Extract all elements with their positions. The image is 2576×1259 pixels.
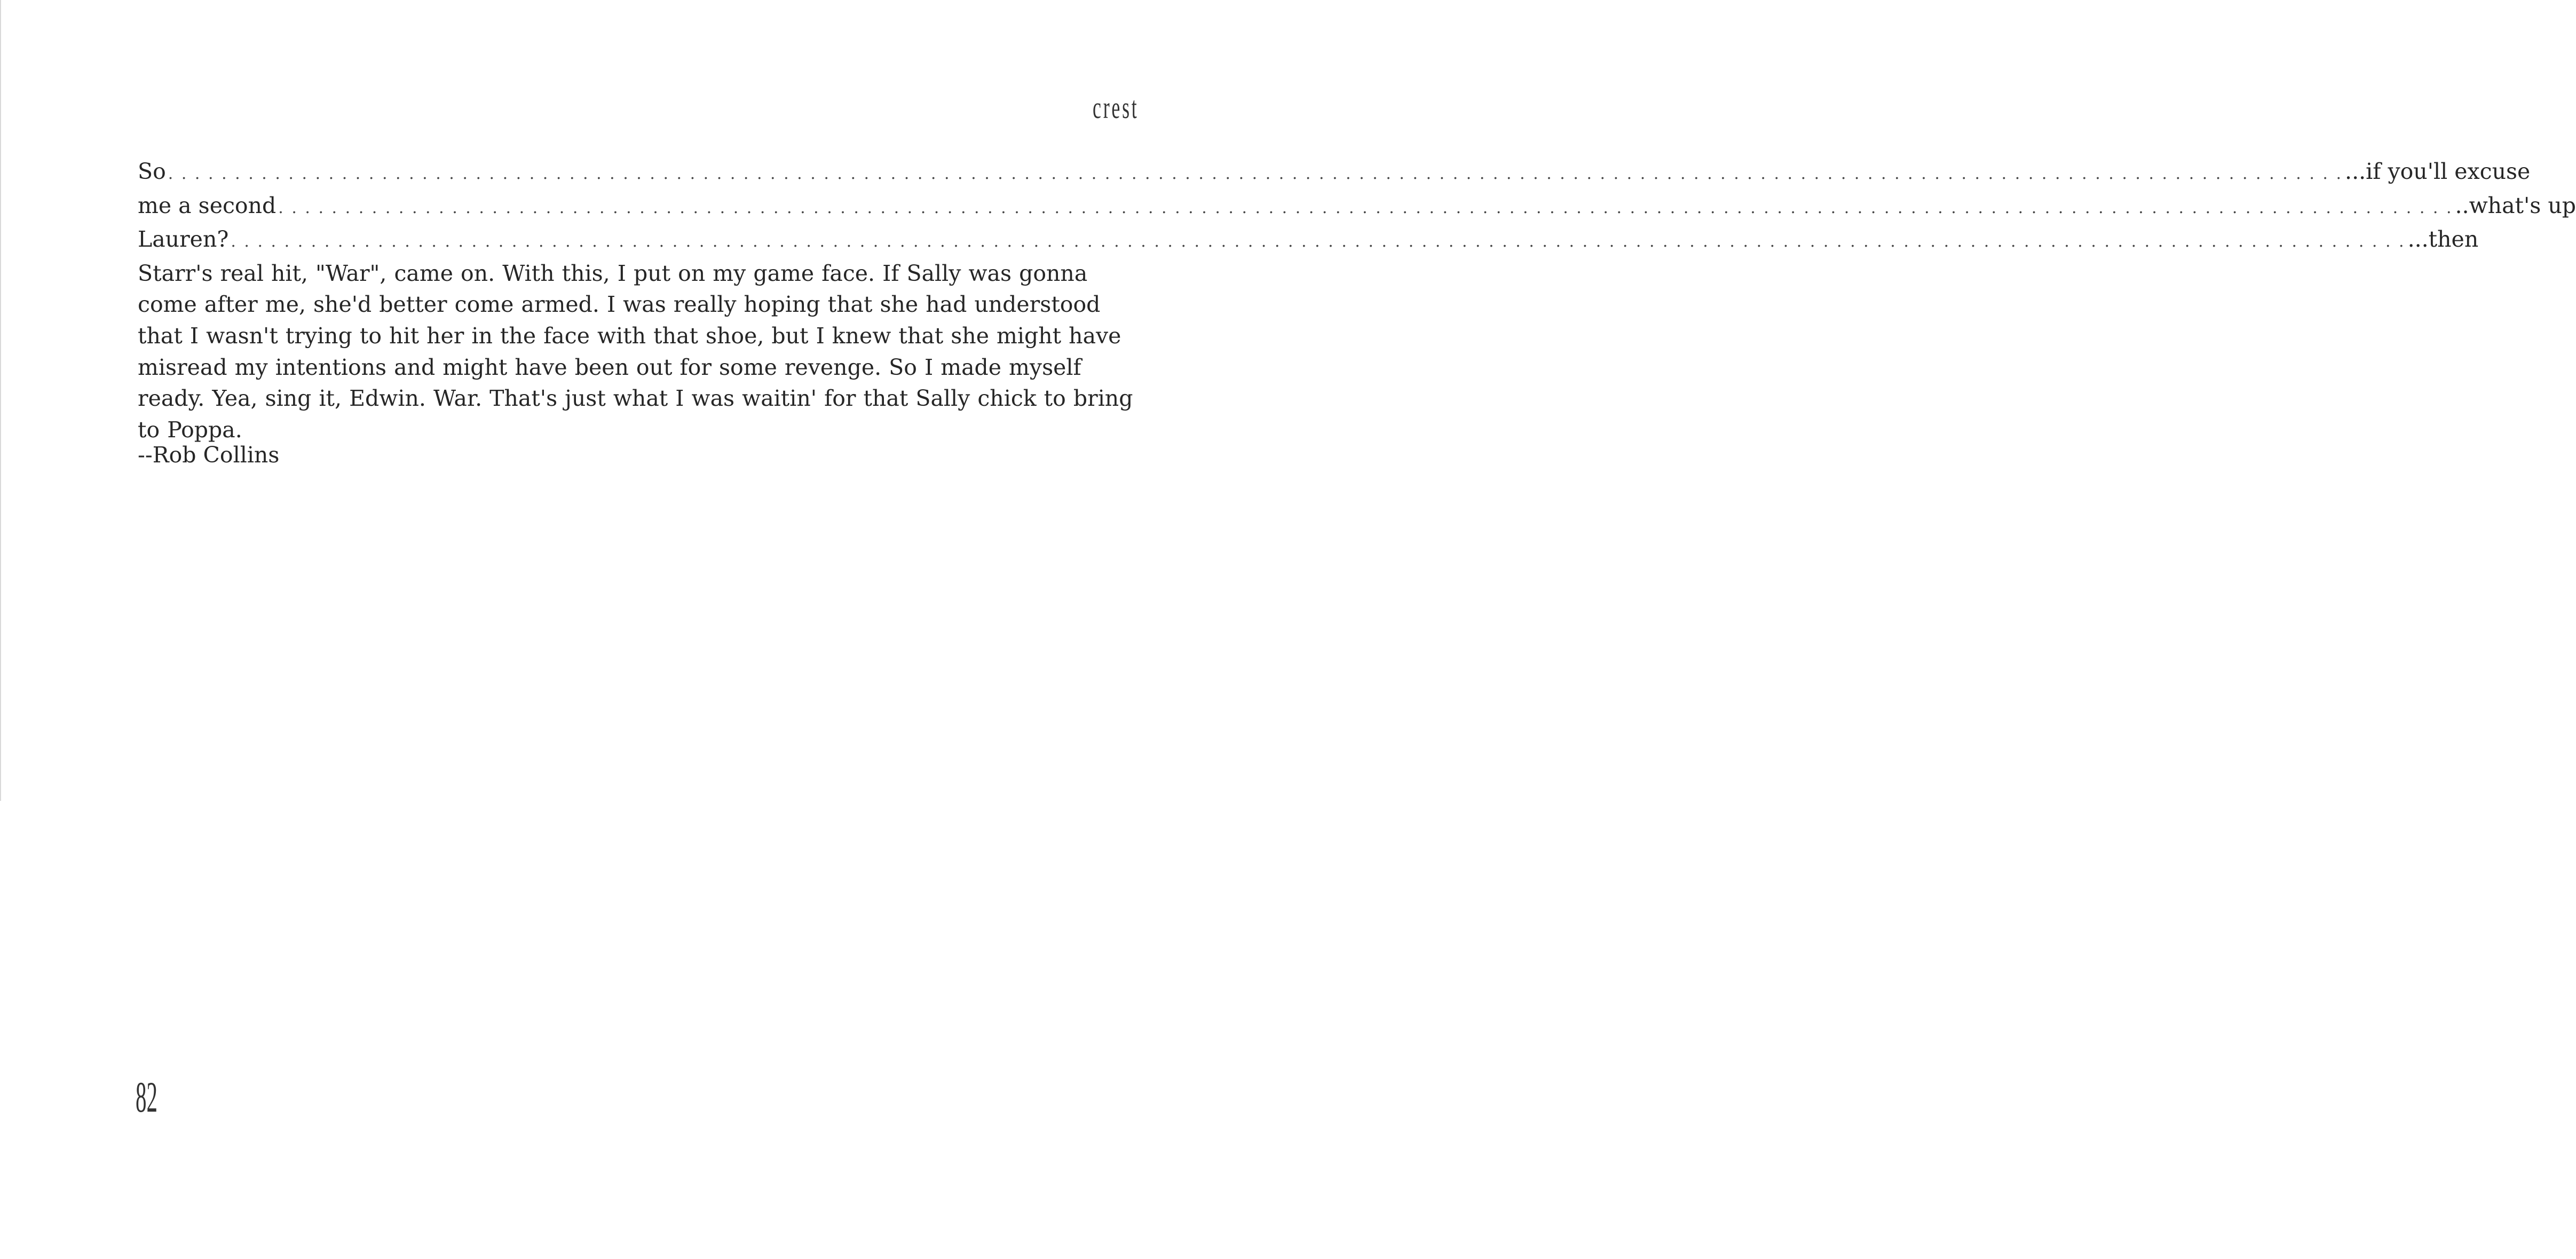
story-paragraph: Starr's real hit, "War", came on. With this, I put on my game face. If Sally was gonna come after me, she'd better come armed. I was really hoping that she had understood that I wasn't trying to hit her in the face with that shoe, but I knew that she might have misread my intentions and might have been out for some revenge. So I made myself ready. Yea, sing it, Edwin. War. That's just what I was waitin' for that Sally chick to bring to Poppa.: [138, 260, 1133, 443]
leader-line-1: [138, 156, 2531, 190]
leader-line-end: ..what's up: [2455, 192, 2576, 218]
running-head: crest: [1092, 90, 1139, 125]
leader-line-end: ...if you'll excuse: [2345, 159, 2531, 184]
leader-line-3: [138, 224, 2479, 258]
dot-leader: . . . . . . . . . . . . . . . . . . . . . . . . . . . . . . . . . . . . . . . . . . . . . . . . . . . . . . . . . . . . . . . . . . . . . . . . . . . . . . . . . . . . . . . . . . . . . . . . . . . . . . . . . . . . . . . . . . . . . . . . . . . . . . . . . . . . . . . . . . . . . . . . . . . . . . . . . . . . . . . . . . .: [231, 232, 2406, 251]
leader-line-start: me a second: [138, 192, 276, 218]
dot-leader: . . . . . . . . . . . . . . . . . . . . . . . . . . . . . . . . . . . . . . . . . . . . . . . . . . . . . . . . . . . . . . . . . . . . . . . . . . . . . . . . . . . . . . . . . . . . . . . . . . . . . . . . . . . . . . . . . . . . . . . . . . . . . . . . . . . . . . . . . . . . . . . . . . . . . . . . . . . . . . . . . . .: [168, 164, 2343, 183]
page-number: 82: [136, 1073, 157, 1121]
dot-leader: . . . . . . . . . . . . . . . . . . . . . . . . . . . . . . . . . . . . . . . . . . . . . . . . . . . . . . . . . . . . . . . . . . . . . . . . . . . . . . . . . . . . . . . . . . . . . . . . . . . . . . . . . . . . . . . . . . . . . . . . . . . . . . . . . . . . . . . . . . . . . . . . . . . . . . . . . . . . . . . . . . .: [278, 198, 2453, 217]
leader-line-2: [138, 190, 2576, 224]
leader-line-start: Lauren?: [138, 226, 229, 253]
leader-line-end: ...then: [2407, 226, 2479, 253]
author-signature: --Rob Collins: [138, 442, 280, 468]
leader-line-start: So: [138, 159, 166, 184]
story-body: [138, 156, 2576, 445]
page-edge: [0, 0, 1, 801]
